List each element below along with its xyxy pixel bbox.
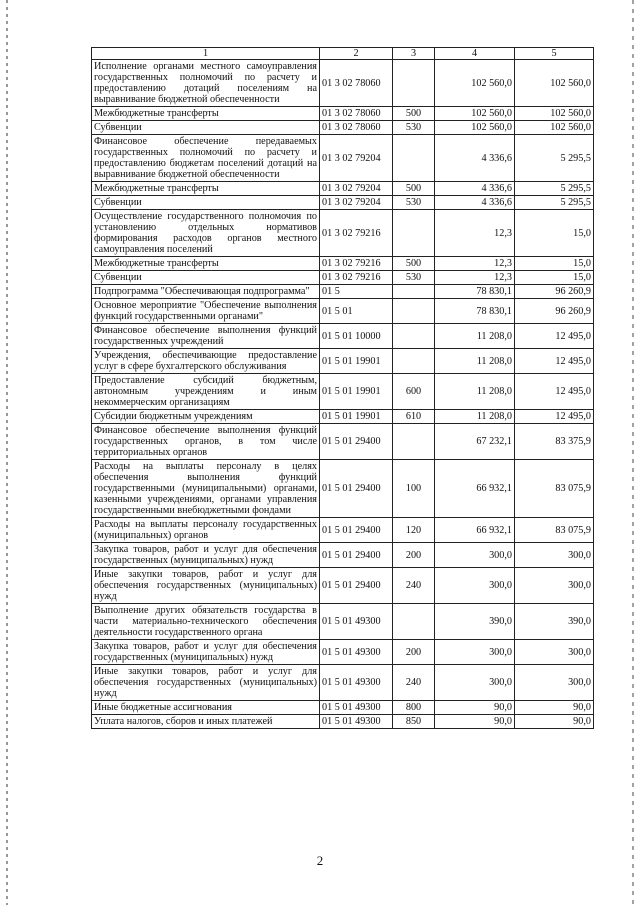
row-name: Закупка товаров, работ и услуг для обеспечения государственных (муниципальных) нужд (92, 543, 320, 568)
row-amount-2: 300,0 (515, 640, 594, 665)
row-amount-1: 390,0 (435, 604, 515, 640)
row-name: Иные бюджетные ассигнования (92, 701, 320, 715)
row-amount-2: 300,0 (515, 665, 594, 701)
row-expense-type (393, 604, 435, 640)
row-amount-2: 12 495,0 (515, 410, 594, 424)
row-name: Подпрограмма "Обеспечивающая подпрограмма" (92, 285, 320, 299)
row-expense-type (393, 135, 435, 182)
table-row (92, 665, 594, 701)
row-code: 01 5 01 (320, 299, 393, 324)
row-amount-1: 12,3 (435, 257, 515, 271)
row-code: 01 3 02 78060 (320, 60, 393, 107)
row-name: Учреждения, обеспечивающие предоставление услуг в сфере бухгалтерского обслуживания (92, 349, 320, 374)
table-row (92, 121, 594, 135)
row-code: 01 5 01 19901 (320, 349, 393, 374)
row-code: 01 3 02 79204 (320, 135, 393, 182)
row-amount-2: 83 075,9 (515, 518, 594, 543)
row-amount-1: 4 336,6 (435, 135, 515, 182)
scan-edge-right (632, 0, 634, 905)
row-expense-type: 240 (393, 568, 435, 604)
row-code: 01 5 01 49300 (320, 715, 393, 729)
row-name: Основное мероприятие "Обеспечение выполнения функций государственными органами" (92, 299, 320, 324)
row-name: Субвенции (92, 271, 320, 285)
page-number: 2 (316, 853, 324, 868)
row-amount-2: 15,0 (515, 257, 594, 271)
row-expense-type: 500 (393, 257, 435, 271)
row-expense-type (393, 210, 435, 257)
table-row (92, 257, 594, 271)
row-amount-2: 96 260,9 (515, 285, 594, 299)
row-amount-1: 11 208,0 (435, 374, 515, 410)
header-col-2: 2 (320, 48, 393, 60)
table-row (92, 568, 594, 604)
row-amount-1: 300,0 (435, 665, 515, 701)
row-code: 01 5 01 19901 (320, 374, 393, 410)
row-expense-type: 200 (393, 640, 435, 665)
table-row (92, 701, 594, 715)
table-row (92, 640, 594, 665)
row-amount-2: 12 495,0 (515, 349, 594, 374)
row-amount-2: 5 295,5 (515, 135, 594, 182)
row-amount-2: 90,0 (515, 715, 594, 729)
row-code: 01 3 02 78060 (320, 121, 393, 135)
row-name: Иные закупки товаров, работ и услуг для обеспечения государственных (муниципальных) нужд (92, 665, 320, 701)
row-amount-2: 12 495,0 (515, 374, 594, 410)
row-code: 01 5 01 19901 (320, 410, 393, 424)
table-row (92, 135, 594, 182)
row-name: Закупка товаров, работ и услуг для обеспечения государственных (муниципальных) нужд (92, 640, 320, 665)
row-amount-2: 96 260,9 (515, 299, 594, 324)
row-code: 01 5 01 29400 (320, 460, 393, 518)
row-amount-1: 90,0 (435, 701, 515, 715)
row-amount-1: 67 232,1 (435, 424, 515, 460)
row-expense-type (393, 285, 435, 299)
row-amount-2: 5 295,5 (515, 196, 594, 210)
row-expense-type: 800 (393, 701, 435, 715)
row-amount-2: 83 075,9 (515, 460, 594, 518)
row-name: Субвенции (92, 121, 320, 135)
table-row (92, 196, 594, 210)
row-amount-1: 11 208,0 (435, 410, 515, 424)
row-amount-1: 66 932,1 (435, 518, 515, 543)
row-code: 01 5 01 29400 (320, 424, 393, 460)
header-col-4: 4 (435, 48, 515, 60)
row-amount-1: 4 336,6 (435, 196, 515, 210)
row-amount-2: 102 560,0 (515, 121, 594, 135)
row-name: Исполнение органами местного самоуправления государственных полномочий по расчету и предоставлению дотаций поселениям на выравнивание бюджетной обеспеченности (92, 60, 320, 107)
row-amount-1: 102 560,0 (435, 60, 515, 107)
row-name: Финансовое обеспечение выполнения функций государственных учреждений (92, 324, 320, 349)
row-expense-type: 500 (393, 107, 435, 121)
header-col-1: 1 (92, 48, 320, 60)
table-row (92, 60, 594, 107)
row-amount-1: 11 208,0 (435, 349, 515, 374)
row-code: 01 3 02 79216 (320, 257, 393, 271)
row-code: 01 3 02 79204 (320, 182, 393, 196)
row-amount-1: 90,0 (435, 715, 515, 729)
row-expense-type (393, 299, 435, 324)
table-row (92, 107, 594, 121)
row-name: Межбюджетные трансферты (92, 182, 320, 196)
row-amount-2: 90,0 (515, 701, 594, 715)
row-amount-1: 66 932,1 (435, 460, 515, 518)
row-code: 01 5 01 29400 (320, 543, 393, 568)
row-code: 01 5 01 10000 (320, 324, 393, 349)
row-amount-2: 102 560,0 (515, 107, 594, 121)
row-amount-1: 78 830,1 (435, 285, 515, 299)
row-name: Осуществление государственного полномочия по установлению отдельных нормативов формирования расходов органов местного самоуправления поселений (92, 210, 320, 257)
scan-edge-left (6, 0, 8, 905)
row-code: 01 3 02 79216 (320, 210, 393, 257)
table-body (92, 60, 594, 729)
row-expense-type: 530 (393, 121, 435, 135)
table-row (92, 285, 594, 299)
table-row (92, 271, 594, 285)
header-col-5: 5 (515, 48, 594, 60)
row-amount-1: 300,0 (435, 640, 515, 665)
row-expense-type: 850 (393, 715, 435, 729)
row-expense-type (393, 324, 435, 349)
row-expense-type: 200 (393, 543, 435, 568)
table-row (92, 424, 594, 460)
row-amount-2: 102 560,0 (515, 60, 594, 107)
row-name: Предоставление субсидий бюджетным, автономным учреждениям и иным некоммерческим организациям (92, 374, 320, 410)
table-row (92, 182, 594, 196)
table-row (92, 349, 594, 374)
table-row (92, 374, 594, 410)
row-expense-type (393, 349, 435, 374)
table-row (92, 715, 594, 729)
row-name: Межбюджетные трансферты (92, 257, 320, 271)
row-amount-1: 11 208,0 (435, 324, 515, 349)
row-amount-2: 83 375,9 (515, 424, 594, 460)
row-expense-type (393, 60, 435, 107)
row-amount-1: 4 336,6 (435, 182, 515, 196)
row-amount-2: 15,0 (515, 271, 594, 285)
row-name: Межбюджетные трансферты (92, 107, 320, 121)
table-row (92, 410, 594, 424)
row-amount-2: 5 295,5 (515, 182, 594, 196)
row-expense-type (393, 424, 435, 460)
row-amount-2: 300,0 (515, 543, 594, 568)
row-amount-1: 300,0 (435, 568, 515, 604)
row-name: Расходы на выплаты персоналу в целях обеспечения выполнения функций государственными (муниципальными) органами, казенными учреждениями, органами управления государственными внебюджетными фондами (92, 460, 320, 518)
row-name: Выполнение других обязательств государства в части материально-технического обеспечения деятельности государственного органа (92, 604, 320, 640)
row-code: 01 3 02 79204 (320, 196, 393, 210)
table-row (92, 460, 594, 518)
row-code: 01 3 02 79216 (320, 271, 393, 285)
row-amount-1: 102 560,0 (435, 107, 515, 121)
row-expense-type: 240 (393, 665, 435, 701)
row-expense-type: 600 (393, 374, 435, 410)
row-expense-type: 610 (393, 410, 435, 424)
table-row (92, 518, 594, 543)
row-name: Субвенции (92, 196, 320, 210)
row-code: 01 5 01 49300 (320, 640, 393, 665)
row-code: 01 5 01 29400 (320, 568, 393, 604)
table-row (92, 604, 594, 640)
row-code: 01 3 02 78060 (320, 107, 393, 121)
row-amount-2: 390,0 (515, 604, 594, 640)
row-name: Уплата налогов, сборов и иных платежей (92, 715, 320, 729)
row-name: Расходы на выплаты персоналу государственных (муниципальных) органов (92, 518, 320, 543)
row-expense-type: 100 (393, 460, 435, 518)
row-name: Финансовое обеспечение передаваемых государственных полномочий по расчету и предоставлению бюджетам поселений дотаций на выравнивание бюджетной обеспеченности (92, 135, 320, 182)
table-row (92, 299, 594, 324)
row-name: Субсидии бюджетным учреждениям (92, 410, 320, 424)
row-code: 01 5 01 29400 (320, 518, 393, 543)
table-header-row (92, 48, 594, 60)
row-amount-1: 78 830,1 (435, 299, 515, 324)
row-code: 01 5 01 49300 (320, 665, 393, 701)
table-row (92, 324, 594, 349)
row-name: Иные закупки товаров, работ и услуг для обеспечения государственных (муниципальных) нужд (92, 568, 320, 604)
row-name: Финансовое обеспечение выполнения функций государственных органов, в том числе территориальных органов (92, 424, 320, 460)
table-row (92, 210, 594, 257)
budget-table (91, 47, 594, 729)
row-amount-2: 300,0 (515, 568, 594, 604)
table-row (92, 543, 594, 568)
row-expense-type: 530 (393, 271, 435, 285)
row-code: 01 5 01 49300 (320, 604, 393, 640)
row-amount-2: 12 495,0 (515, 324, 594, 349)
row-amount-1: 12,3 (435, 210, 515, 257)
row-code: 01 5 01 49300 (320, 701, 393, 715)
header-col-3: 3 (393, 48, 435, 60)
row-expense-type: 120 (393, 518, 435, 543)
row-amount-1: 102 560,0 (435, 121, 515, 135)
row-amount-1: 12,3 (435, 271, 515, 285)
row-code: 01 5 (320, 285, 393, 299)
row-amount-2: 15,0 (515, 210, 594, 257)
row-amount-1: 300,0 (435, 543, 515, 568)
row-expense-type: 500 (393, 182, 435, 196)
row-expense-type: 530 (393, 196, 435, 210)
